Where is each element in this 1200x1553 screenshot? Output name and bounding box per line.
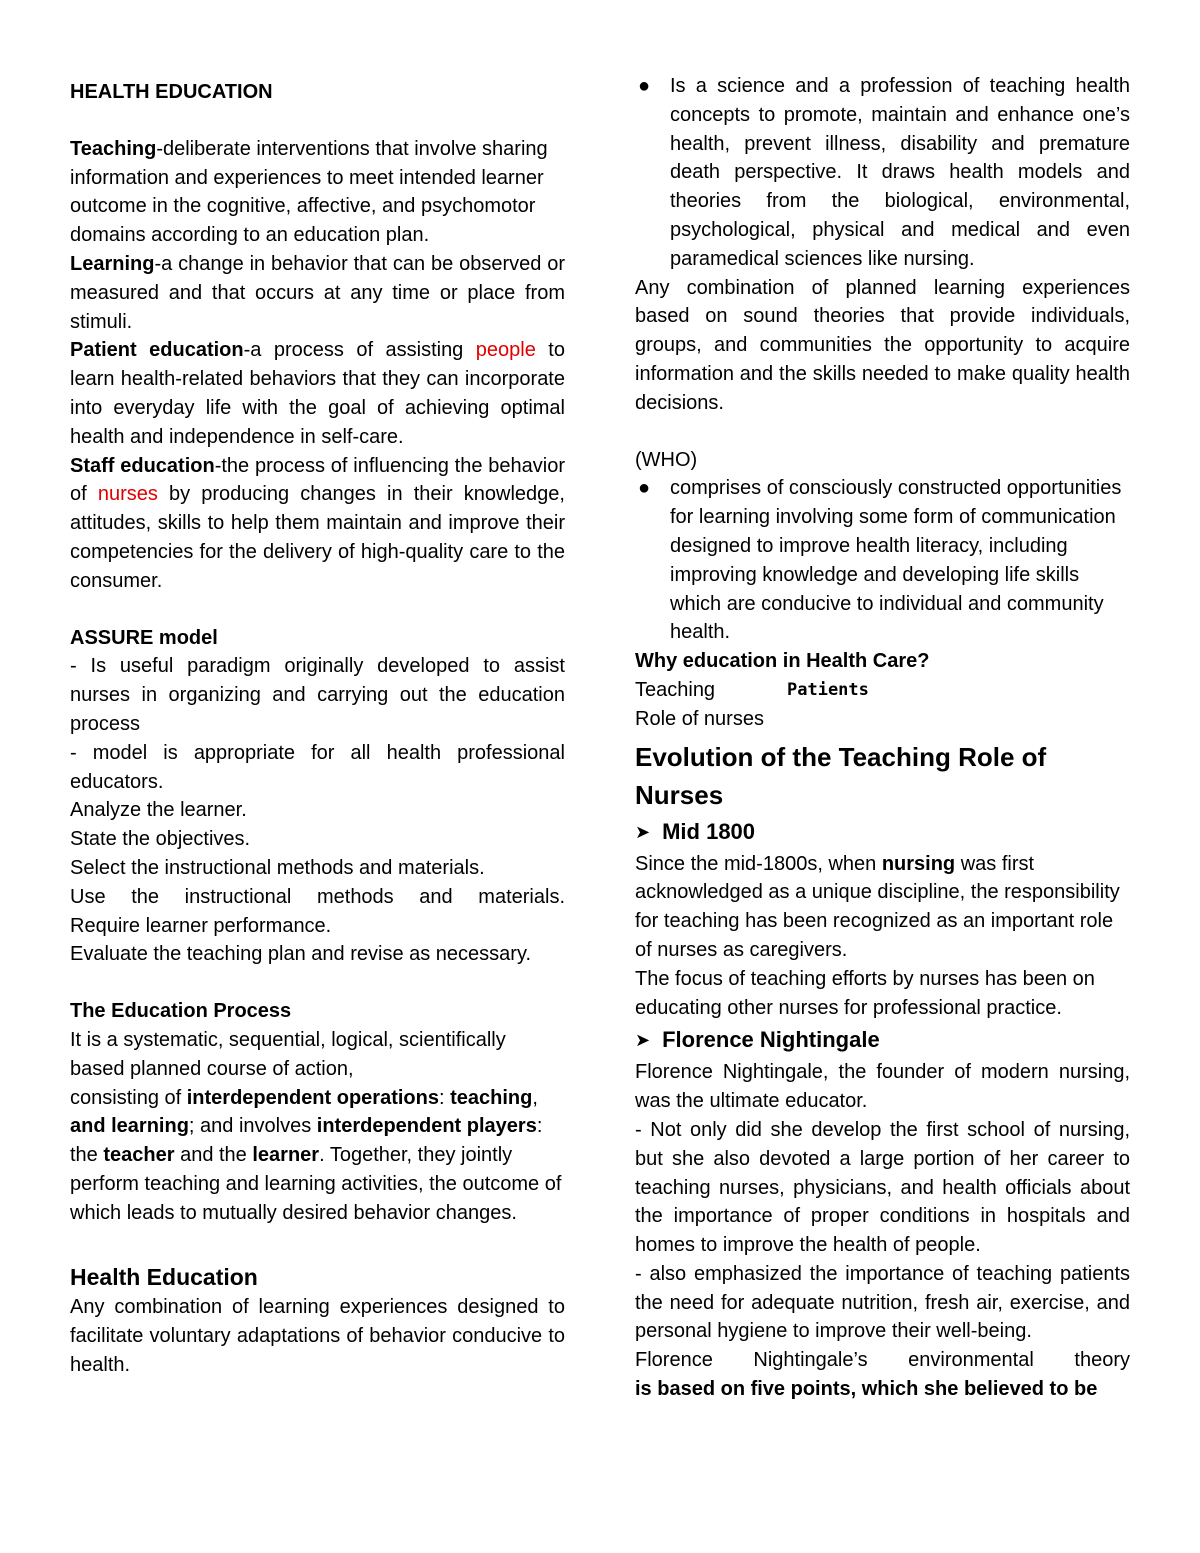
- learning-def: -a change in behavior that can be observed or measured and that occurs at any time or place from stimuli.: [70, 252, 565, 333]
- florence-paragraph-4: Florence Nightingale’s environmental theory: [635, 1349, 1130, 1372]
- highlight-nurses: nurses: [97, 483, 158, 506]
- teaching-term: Teaching: [70, 137, 157, 160]
- planned-learning-paragraph: Any combination of planned learning experiences based on sound theories that provide individuals, groups, and communities the opportunity to acquire information and the skills needed to make quality health decisions.: [635, 276, 1130, 414]
- mid-1800-paragraph-2: The focus of teaching efforts by nurses has been on educating other nurses for professional practice.: [635, 967, 1095, 1019]
- assure-line-1: - Is useful paradigm originally developed to assist nurses in organizing and carrying out the education process: [70, 655, 565, 735]
- assure-line-2: - model is appropriate for all health professional educators.: [70, 741, 565, 793]
- health-education-heading: Health Education: [70, 1264, 258, 1291]
- teaching-patients-row: [635, 676, 1130, 705]
- patient-education-definition: Patient education-a process of assisting people to learn health-related behaviors that they can incorporate into everyday life with the goal of achieving optimal health and independence in self-care.: [70, 339, 565, 448]
- highlight-people: people: [475, 339, 536, 362]
- florence-nightingale-heading: ➤ Florence Nightingale: [635, 1024, 1130, 1056]
- teaching-def: -deliberate interventions that involve sharing information and experiences to meet intended learner outcome in the cognitive, affective, and psychomotor domains according to an education plan.: [70, 137, 548, 247]
- assure-step: Evaluate the teaching plan and revise as necessary.: [70, 943, 532, 966]
- assure-title: ASSURE model: [70, 626, 218, 649]
- left-column: [70, 72, 565, 1380]
- right-column: [635, 72, 1130, 1404]
- mid-1800-heading: ➤ Mid 1800: [635, 816, 1130, 848]
- bullet-icon: ●: [638, 477, 651, 500]
- bullet-icon: ●: [638, 75, 651, 97]
- health-education-body: Any combination of learning experiences designed to facilitate voluntary adaptations of behavior conducive to health.: [70, 1296, 565, 1377]
- florence-paragraph-2: - Not only did she develop the first school of nursing, but she also devoted a large portion of her career to teaching nurses, physicians, and health officials about the importance of proper conditions in hospitals and homes to improve the health of people.: [635, 1118, 1130, 1257]
- teaching-definition: [70, 135, 565, 250]
- mid-1800-paragraph-1: Since the mid-1800s, when nursing was first acknowledged as a unique discipline, the responsibility for teaching has been recognized as an important role of nurses as caregivers.: [635, 852, 1120, 961]
- evolution-heading: Evolution of the Teaching Role of Nurses: [635, 741, 1047, 810]
- learning-term: Learning: [70, 252, 155, 275]
- doc-title: HEALTH EDUCATION: [70, 81, 273, 103]
- staff-education-definition: Staff education-the process of influencing the behavior of nurses by producing changes in their knowledge, attitudes, skills to help them maintain and improve their competencies for the delivery of high-quality care to the consumer.: [70, 454, 566, 592]
- bullet-list-2: [635, 474, 1130, 647]
- assure-step: Analyze the learner.: [70, 799, 247, 822]
- education-process-p1: It is a systematic, sequential, logical, scientifically based planned course of action,: [70, 1028, 506, 1080]
- assure-step: Use the instructional methods and materials.: [70, 885, 565, 908]
- learning-definition: [70, 250, 565, 336]
- arrow-bullet-icon: ➤: [635, 821, 651, 842]
- education-process-title: The Education Process: [70, 1000, 292, 1023]
- florence-paragraph-5: is based on five points, which she believed to be: [635, 1378, 1098, 1401]
- florence-paragraph-3: - also emphasized the importance of teaching patients the need for adequate nutrition, fresh air, exercise, and personal hygiene to improve their well-being.: [635, 1262, 1130, 1343]
- assure-step: Require learner performance.: [70, 914, 332, 937]
- role-of-nurses: Role of nurses: [635, 707, 764, 730]
- list-item: ● Is a science and a profession of teaching health concepts to promote, maintain and enhance one’s health, prevent illness, disability and premature death perspective. It draws health models and theories from the biological, environmental, psychological, physical and medical and even paramedical sciences like nursing.: [635, 72, 1130, 274]
- assure-step: State the objectives.: [70, 828, 251, 851]
- patient-education-term: Patient education: [70, 339, 244, 362]
- teaching-label: Teaching: [635, 678, 716, 701]
- arrow-bullet-icon: ➤: [635, 1030, 651, 1051]
- patients-label: Patients: [787, 679, 869, 700]
- why-education-heading: Why education in Health Care?: [635, 650, 930, 673]
- list-item: ● comprises of consciously constructed opportunities for learning involving some form of communication designed to improve health literacy, including improving knowledge and developing life skills which are conducive to individual and community health.: [635, 474, 1130, 647]
- assure-step: Select the instructional methods and materials.: [70, 856, 485, 879]
- who-label: (WHO): [635, 448, 698, 471]
- bullet-list-1: [635, 72, 1130, 274]
- staff-education-term: Staff education: [70, 454, 215, 477]
- education-process-p2: consisting of interdependent operations: teaching, and learning; and involves interdependent players: the teacher and the learner. Together, they jointly perform teaching and learning activities, the outcome of which leads to mutually desired behavior changes.: [70, 1086, 562, 1224]
- florence-paragraph-1: Florence Nightingale, the founder of modern nursing, was the ultimate educator.: [635, 1061, 1130, 1113]
